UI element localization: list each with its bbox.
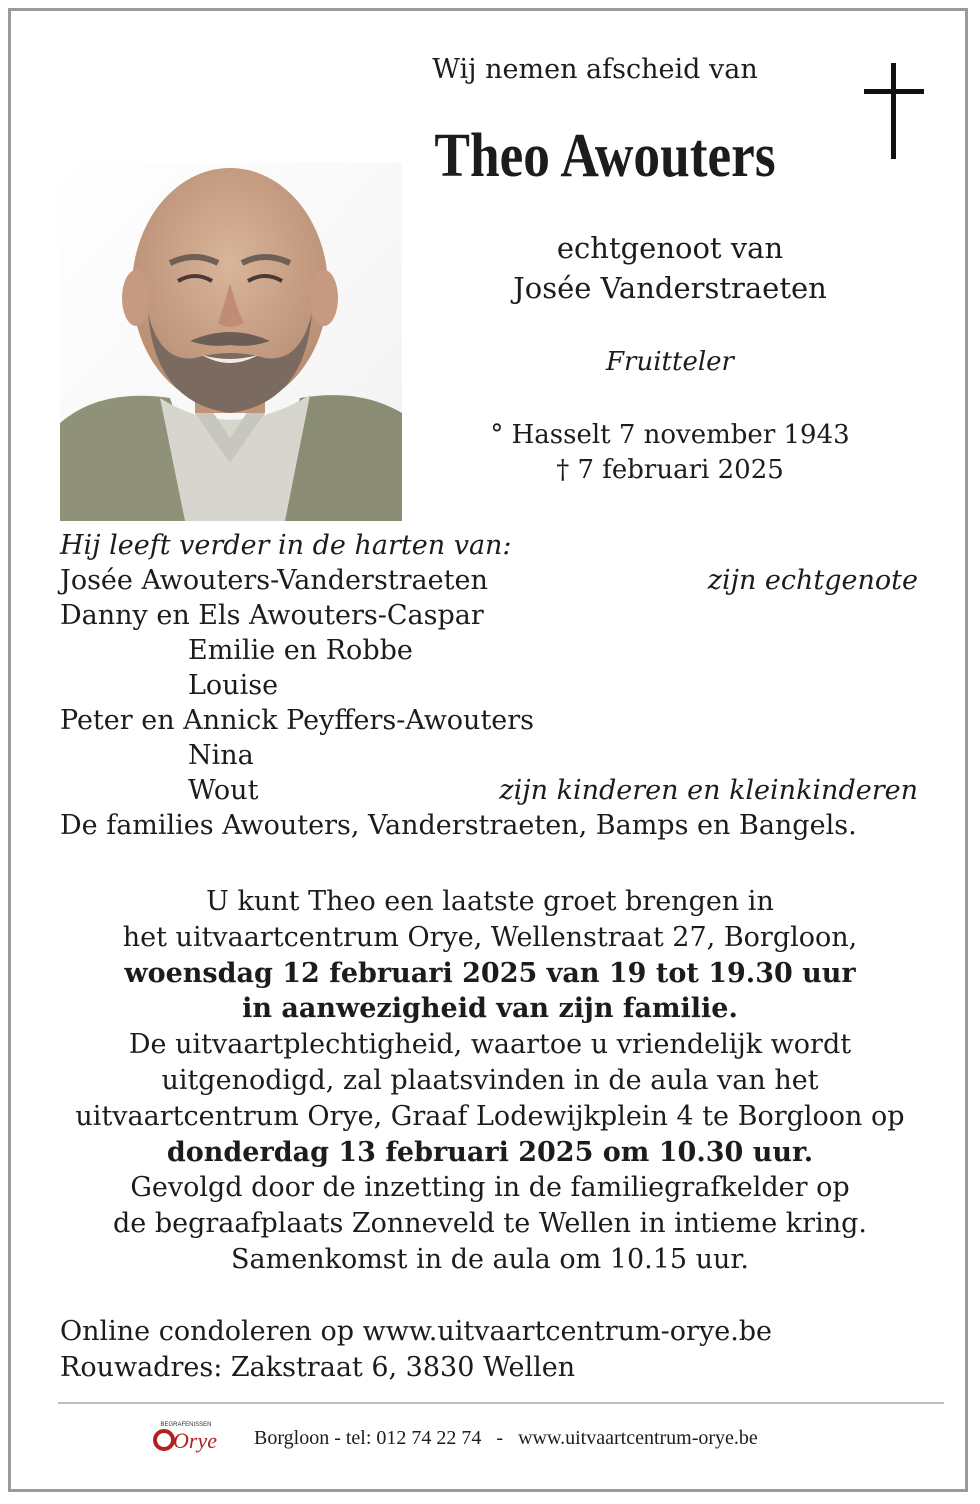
family-relation: zijn kinderen en kleinkinderen: [499, 775, 918, 806]
orye-logo: [152, 1418, 230, 1454]
family-row: [60, 668, 930, 703]
family-member: Emilie en Robbe: [188, 635, 413, 666]
portrait-photo: [60, 163, 402, 521]
ceremony-line: Samenkomst in de aula om 10.15 uur.: [231, 1243, 749, 1275]
ceremony-line: de begraafplaats Zonneveld te Wellen in intieme kring.: [113, 1208, 867, 1240]
family-member: Wout: [188, 775, 259, 806]
family-member: Nina: [188, 740, 254, 771]
funeral-date: donderdag 13 februari 2025 om 10.30 uur.: [166, 1136, 814, 1168]
family-member: De families Awouters, Vanderstraeten, Bamps en Bangels.: [60, 810, 857, 841]
ceremony-info: [40, 884, 940, 1278]
family-row: [60, 773, 930, 808]
family-member: Louise: [188, 670, 279, 701]
family-row: [60, 738, 930, 773]
family-heading-text: Hij leeft verder in de harten van:: [60, 530, 512, 561]
online-condolence: Online condoleren op www.uitvaartcentrum-orye.be: [60, 1316, 773, 1347]
footer-divider: [58, 1402, 944, 1404]
birth-date: ° Hasselt 7 november 1943: [490, 420, 850, 450]
footer-location-phone: Borgloon - tel: 012 74 22 74: [254, 1427, 482, 1449]
intro-text: Wij nemen afscheid van: [432, 54, 758, 85]
family-member: Josée Awouters-Vanderstraeten: [60, 565, 488, 596]
family-heading: [60, 528, 930, 563]
ceremony-line: uitgenodigd, zal plaatsvinden in de aula van het: [161, 1064, 819, 1096]
family-row: [60, 808, 930, 843]
family-row: [60, 633, 930, 668]
footer-separator: -: [496, 1427, 504, 1449]
deceased-name: Theo Awouters: [434, 122, 776, 190]
ceremony-line: De uitvaartplechtigheid, waartoe u vriendelijk wordt: [128, 1029, 852, 1061]
viewing-date: woensdag 12 februari 2025 van 19 tot 19.30 uur: [124, 957, 856, 989]
family-row: [60, 563, 930, 598]
ceremony-line: uitvaartcentrum Orye, Graaf Lodewijkplein 4 te Borgloon op: [75, 1100, 905, 1132]
mourning-address: Rouwadres: Zakstraat 6, 3830 Wellen: [60, 1352, 576, 1383]
death-date: † 7 februari 2025: [556, 455, 784, 485]
ceremony-line: het uitvaartcentrum Orye, Wellenstraat 27, Borgloon,: [122, 921, 858, 953]
ceremony-line: Gevolgd door de inzetting in de familiegrafkelder op: [130, 1172, 850, 1204]
footer-website[interactable]: www.uitvaartcentrum-orye.be: [518, 1427, 758, 1449]
family-section: [60, 528, 930, 843]
profession: Fruitteler: [606, 347, 734, 377]
ceremony-line: U kunt Theo een laatste groet brengen in: [206, 886, 774, 917]
family-row: [60, 598, 930, 633]
viewing-note: in aanwezigheid van zijn familie.: [242, 993, 738, 1025]
spouse-label: echtgenoot van: [556, 231, 784, 265]
logo-subtext: BEGRAFENISSEN: [160, 1422, 212, 1428]
logo-text: Orye: [173, 1428, 217, 1453]
family-member: Peter en Annick Peyffers-Awouters: [60, 705, 535, 736]
family-row: [60, 703, 930, 738]
footer-contact: [254, 1424, 758, 1452]
family-relation: zijn echtgenote: [707, 565, 918, 596]
family-member: Danny en Els Awouters-Caspar: [60, 600, 484, 631]
spouse-name: Josée Vanderstraeten: [513, 271, 827, 305]
cross-icon: [864, 63, 924, 159]
